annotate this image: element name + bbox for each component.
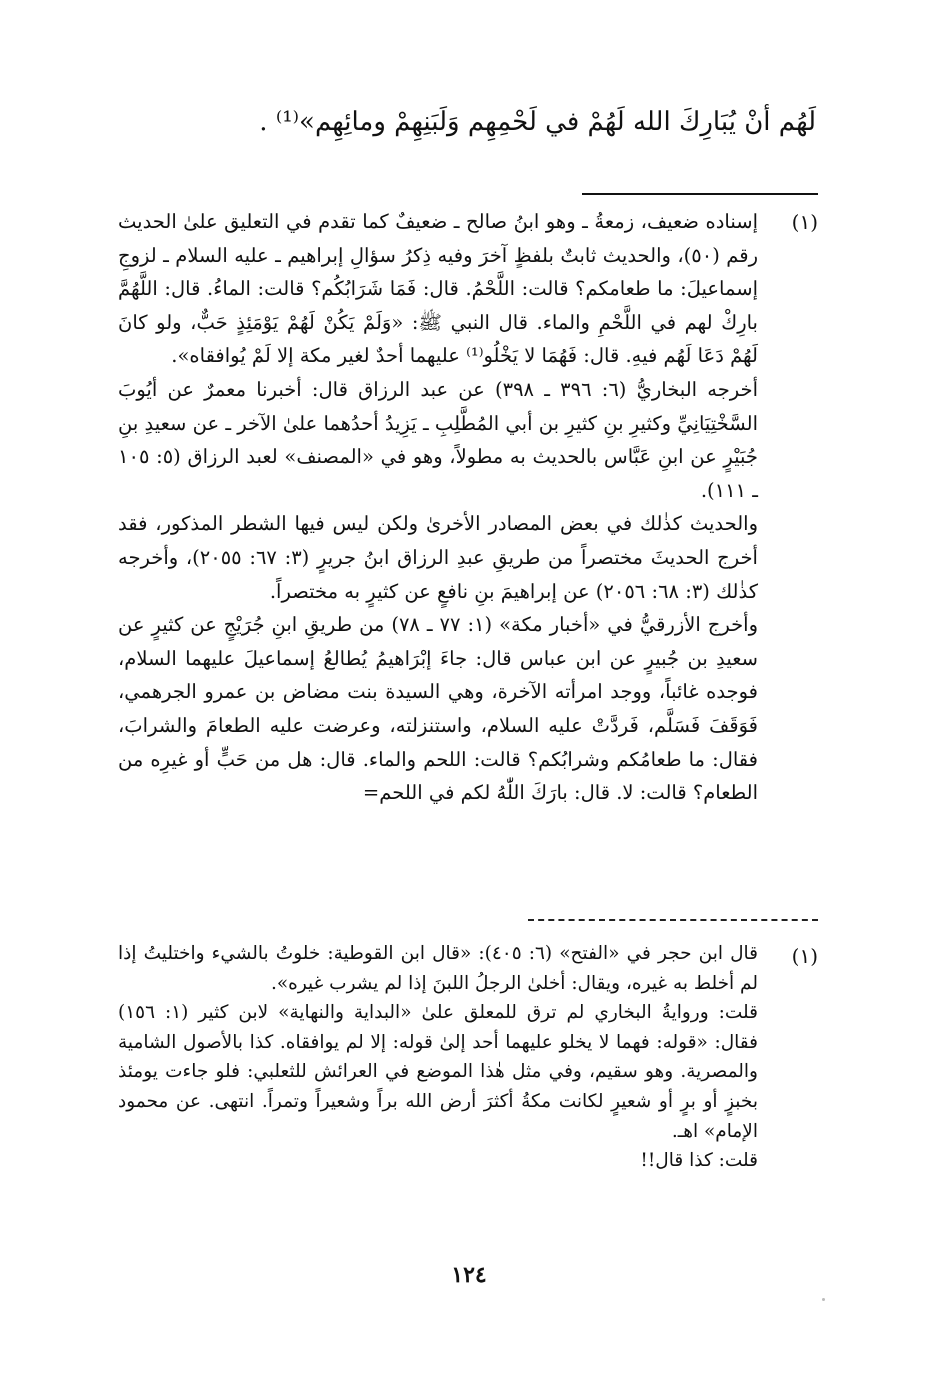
footnote-paragraph: إسناده ضعيف، زمعةُ ـ وهو ابنُ صالح ـ ضعيفٌ كما تقدم في التعليق علىٰ الحديث رقم (٥٠)، والحديث ثابتٌ بلفظٍ آخرَ وفيه ذِكرُ سؤالِ إبراهيم ـ عليه السلام ـ لزوجِ إسماعيلَ: ما طعامكم؟ قالت: اللَّحْمُ. قال: فَمَا شَرَابُكُم؟ قالت: الماءُ. قال: اللَّهُمَّ بارِكْ لهم في اللَّحْمِ والماء. قال النبي ﷺ: «وَلَمْ يَكُنْ لَهُمْ يَوْمَئِذٍ حَبٌّ، ولو كانَ لَهُمْ دَعَا لَهُم فيهِ. قال: فَهُمَا لا يَخْلُو⁽¹⁾ عليهما أحدٌ لغير مكة إلا لَمْ يُوافقاه».: [118, 210, 758, 368]
footnote-number: (١): [791, 944, 818, 968]
main-text-line: لَهُم أنْ يُبَارِكَ الله لَهُمْ في لَحْمِهِم وَلَبَنِهِمْ ومائِهِم»⁽¹⁾ .: [259, 107, 816, 137]
footnote-paragraph: وأخرج الأزرقيُّ في «أخبار مكة» (١: ٧٧ ـ ٧٨) من طريقِ ابنِ جُرَيْجٍ عن كثيرٍ عن سعيدِ بن جُبيرٍ عن ابن عباس قال: جاءَ إبْرَاهيمُ يُطالعُ إسماعيلَ عليهما السلام، فوجده غائباً، ووجد امرأته الآخرة، وهي السيدة بنت مضاض بن عمرو الجرهمي، فَوَقَفَ فَسَلَّم، فَردَّتْ عليه السلام، واستنزلته، وعرضت عليه الطعامَ والشرابَ، فقال: ما طعامُكم وشرابُكم؟ قالت: اللحم والماء. قال: هل من حَبٍّ أو غيرِه من الطعام؟ قالت: لا. قال: بارَكَ اللّٰهُ لكم في اللحم=: [118, 613, 758, 805]
footnote-paragraph: قلت: كذا قال!!: [640, 1150, 758, 1172]
footnote-body: [118, 205, 758, 810]
footnote-paragraph: والحديث كذٰلك في بعض المصادر الأخرىٰ ولكن ليس فيها الشطر المذكور، فقد أخرج الحديثَ مختصراً من طريقِ عبدِ الرزاق ابنُ جريرٍ (٣: ٦٧: ٢٠٥٥)، وأخرجه كذٰلك (٣: ٦٨: ٢٠٥٦) عن إبراهيمَ بنِ نافعٍ عن كثيرٍ به مختصراً.: [118, 512, 758, 603]
footnote-separator-rule: [582, 193, 818, 195]
footnote-body: [118, 939, 758, 1176]
page-number: ١٢٤: [451, 1262, 487, 1288]
footnote-paragraph: قلت: وروايةُ البخاري لم ترق للمعلق علىٰ «البداية والنهاية» لابن كثير (١: ١٥٦) فقال: «قوله: فهما لا يخلو عليهما أحد إلىٰ قوله: إلا لم يوافقاه. كذا بالأصول الشامية والمصرية. وهو سقيم، وفي مثل هٰذا الموضع في العرائش للثعلبي: فلو جاءت يومئذ بخبزٍ أو برٍ أو شعيرٍ لكانت مكةُ أكثرَ أرض الله براً وشعيراً وتمراً. انتهى. عن محمود الإمام» اهـ.: [118, 1002, 758, 1142]
sub-footnote-dashed-rule: [528, 919, 818, 921]
footnote-2: [118, 939, 818, 1209]
footnote-paragraph: أخرجه البخاريُّ (٦: ٣٩٦ ـ ٣٩٨) عن عبد الرزاق قال: أخبرنا معمرٌ عن أيُوبَ السَّخْتِيَانِيِّ وكثيرِ بنِ كثيرِ بن أبي المُطَّلِبِ ـ يَزِيدُ أحدُهما علىٰ الآخر ـ عن سعيدِ بنِ جُبَيْرٍ عن ابنِ عَبَّاس بالحديث به مطولاً، وهو في «المصنف» لعبد الرزاق (٥: ١٠٥ ـ ١١١).: [118, 377, 758, 502]
scan-speck: [822, 1298, 825, 1301]
footnote-number: (١): [791, 210, 818, 234]
footnote-1: [118, 205, 818, 885]
footnote-paragraph: قال ابن حجر في «الفتح» (٦: ٤٠٥): «قال ابن القوطية: خلوتُ بالشيء واختليتُ إذا لم أخلط به غيره، ويقال: أخلىٰ الرجلُ اللبنَ إذا لم يشرب غيره».: [118, 943, 758, 994]
